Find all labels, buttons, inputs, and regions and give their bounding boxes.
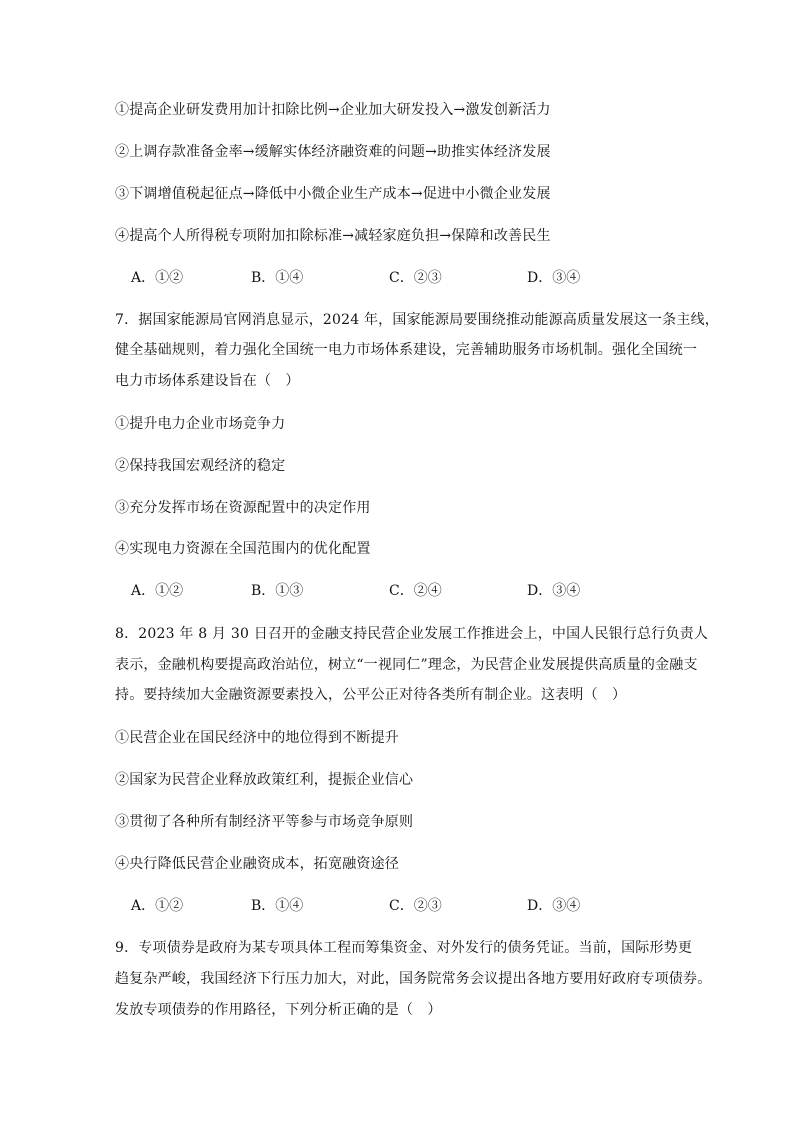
q7-option-a[interactable]: A．①② — [131, 583, 184, 599]
q8-stem-line-1: 8．2023 年 8 月 30 日召开的金融支持民营企业发展工作推进会上，中国人民银行总行负责人 — [115, 626, 709, 642]
q8-stem-line-3: 持。要持续加大金融资源要素投入，公平公正对待各类所有制企业。这表明（ ） — [115, 687, 627, 703]
q7-stem-line-3: 电力市场体系建设旨在（ ） — [115, 373, 300, 389]
q8-option-c[interactable]: C．②③ — [389, 898, 442, 914]
q6-option-c[interactable]: C．②③ — [389, 270, 442, 286]
q9-stem-line-1: 9．专项债券是政府为某专项具体工程而筹集资金、对外发行的债务凭证。当前，国际形势更 — [115, 940, 693, 956]
q8-item-2: ②国家为民营企业释放政策红利，提振企业信心 — [115, 772, 414, 788]
q7-options — [131, 581, 691, 601]
q7-option-d[interactable]: D．③④ — [527, 583, 581, 599]
q7-stem-line-1: 7．据国家能源局官网消息显示，2024 年，国家能源局要围绕推动能源高质量发展这一条主线， — [115, 312, 719, 328]
q9-stem-line-2: 趋复杂严峻，我国经济下行压力加大，对此，国务院常务会议提出各地方要用好政府专项债券。 — [115, 971, 712, 987]
q7-option-c[interactable]: C．②④ — [389, 583, 442, 599]
q8-options — [131, 896, 691, 916]
q7-item-1: ①提升电力企业市场竞争力 — [115, 416, 286, 432]
q7-item-4: ④实现电力资源在全国范围内的优化配置 — [115, 541, 371, 557]
q7-item-2: ②保持我国宏观经济的稳定 — [115, 458, 286, 474]
q7-stem-line-2: 健全基础规则，着力强化全国统一电力市场体系建设，完善辅助服务市场机制。强化全国统一 — [115, 342, 698, 358]
q6-item-4: ④提高个人所得税专项附加扣除标准→减轻家庭负担→保障和改善民生 — [115, 228, 551, 244]
q7-option-b[interactable]: B．①③ — [251, 583, 304, 599]
q8-stem-line-2: 表示，金融机构要提高政治站位，树立“一视同仁”理念，为民营企业发展提供高质量的金融支 — [115, 657, 698, 673]
q6-item-1: ①提高企业研发费用加计扣除比例→企业加大研发投入→激发创新活力 — [115, 102, 551, 118]
q6-options — [131, 268, 691, 288]
q7-item-3: ③充分发挥市场在资源配置中的决定作用 — [115, 500, 371, 516]
q8-item-4: ④央行降低民营企业融资成本，拓宽融资途径 — [115, 856, 399, 872]
q6-option-b[interactable]: B．①④ — [251, 270, 304, 286]
q6-item-2: ②上调存款准备金率→缓解实体经济融资难的问题→助推实体经济发展 — [115, 144, 551, 160]
q8-option-b[interactable]: B．①④ — [251, 898, 304, 914]
q6-option-a[interactable]: A．①② — [131, 270, 184, 286]
q8-option-a[interactable]: A．①② — [131, 898, 184, 914]
q6-item-3: ③下调增值税起征点→降低中小微企业生产成本→促进中小微企业发展 — [115, 186, 551, 202]
q8-option-d[interactable]: D．③④ — [527, 898, 581, 914]
q8-item-3: ③贯彻了各种所有制经济平等参与市场竞争原则 — [115, 814, 414, 830]
q8-item-1: ①民营企业在国民经济中的地位得到不断提升 — [115, 730, 399, 746]
q6-option-d[interactable]: D．③④ — [527, 270, 581, 286]
q9-stem-line-3: 发放专项债券的作用路径，下列分析正确的是（ ） — [115, 1002, 442, 1018]
